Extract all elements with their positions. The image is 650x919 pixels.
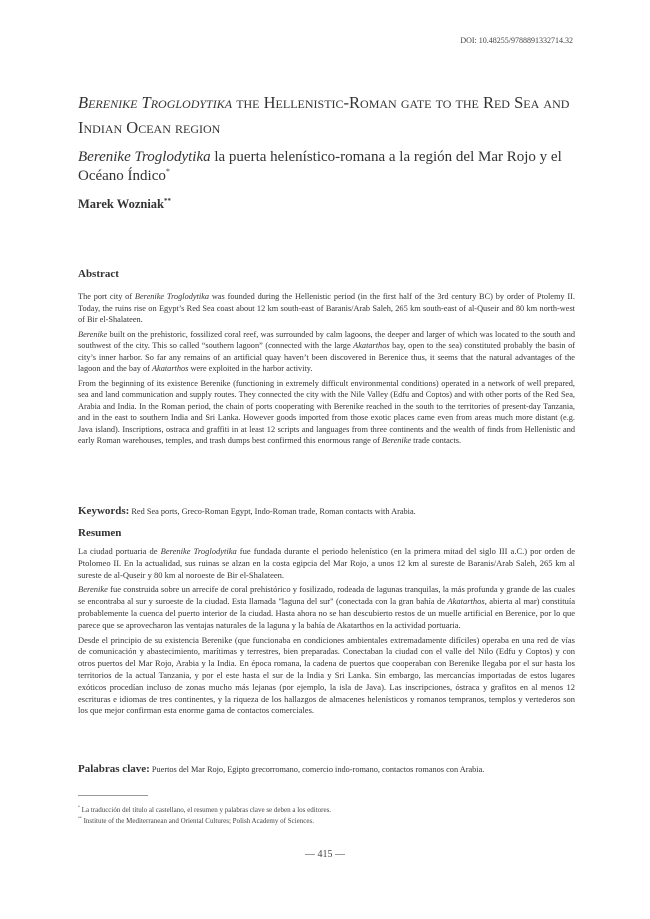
abstract-paragraph-1 [78,291,575,326]
text-run: built on the prehistoric, fossilized coral reef, was surrounded by calm lagoons, the deeper and larger of which was located to the south and southwest of the city. This so called “southern lagoon” (connected with the large [78,329,575,350]
resumen-paragraph-2 [78,584,575,631]
text-run: bay, open to the sea) constituted probably the basin of city’s inner harbor. So far any remains of an artificial quay haven’t been discovered in Berenice thus, it seems that the natural advantages of the lagoon and the bay of [78,341,575,373]
keywords [78,505,575,517]
palabras-clave [78,763,575,775]
text-run: fue fundada durante el periodo helenístico (en la primera mitad del siglo III a.C.) por orden de Ptolomeo II. En la actualidad, sus ruinas se alzan en la costa egipcia del Mar Rojo, a unos 12 km al sureste de Baranis/Arab Saleh, 265 km al sureste de al-Quseir y 80 km al noroeste de Bir el-Shalateen. [78,546,575,580]
footnote-2 [78,817,314,825]
footnote-1-mark: * [78,805,80,810]
keywords-label: Keywords: [78,505,130,517]
text-run: fue construida sobre un arrecife de coral prehistórico y fosilizado, rodeada de lagunas tranquilas, la más profunda y grande de las cuales se encontraba al sur y suroeste de la ciudad. Esta llamada "laguna del sur" (conectada con la gran bahía de [78,584,575,607]
italic-run: Berenike Troglodytika [134,292,210,301]
title-en-italic: Berenike Troglodytika [78,93,233,112]
abstract-paragraph-2 [78,329,575,375]
italic-run: Berenike [78,329,108,339]
resumen-body [78,546,575,720]
keywords-text: Red Sea ports, Greco-Roman Egypt, Indo-Roman trade, Roman contacts with Arabia. [129,507,416,516]
italic-run: Berenike [78,584,108,595]
text-run: The port city of [78,292,135,301]
footnote-1-text: La traducción del título al castellano, el resumen y palabras clave se deben a los editores. [81,806,332,814]
text-run: were exploited in the harbor activity. [188,364,313,373]
abstract-heading: Abstract [78,268,119,280]
title-es-footnote-mark: * [165,167,171,176]
author [78,197,171,212]
doi: DOI: 10.48255/9788891332714.32 [460,36,573,45]
author-name: Marek Wozniak [78,197,165,211]
title-en-rest: the Hellenistic-Roman gate to the Red Sea and Indian Ocean region [78,93,570,137]
italic-run: Akatarthos [151,364,189,373]
palabras-clave-label: Palabras clave: [78,763,150,775]
text-run: was founded during the Hellenistic period (in the first half of the 3rd century BC) by order of Ptolemy II. Today, the ruins rise on Egypt’s Red Sea coast about 12 km south-east of Baranis/Arab Saleh, 265 km south-east of al-Quseir and 80 km north-west of Bir el-Shalateen. [78,292,575,324]
author-footnote-mark: ** [164,197,171,205]
text-run: From the beginning of its existence Berenike (functioning in extremely difficult environmental conditions) operated in a network of well prepared, sea and land communication and supply routes. They connected the city with the Nile Valley (Edfu and Coptos) and with other ports of the Red Sea, Arabia and India. In the Roman period, the chain of ports cooperating with Berenike reached in the south to the territories of present-day Tanzania, and in the east to southern India and Sri Lanka. However goods imported from those exotic places came even from areas much more distant (e.g. Java island). Inscriptions, ostraca and graffiti in at least 12 scripts and languages from three continents and the wealth of finds from Hellenistic and early Roman warehouses, temples, and trash dumps best confirmed this enormous range of [78,378,575,445]
footnote-1 [78,806,331,814]
italic-run: Berenike Troglodytika [160,546,237,556]
abstract-paragraph-3 [78,378,575,447]
palabras-clave-text: Puertos del Mar Rojo, Egipto grecorromano, comercio indo-romano, contactos romanos con Arabia. [149,765,485,774]
footnote-divider [78,795,148,796]
footnote-2-text: Institute of the Mediterranean and Oriental Cultures; Polish Academy of Sciences. [83,817,314,825]
resumen-heading: Resumen [78,527,122,539]
italic-run: Akatarthos [447,596,485,607]
title-es-rest: la puerta helenístico-romana a la región del Mar Rojo y el Océano Índico [78,149,562,184]
text-run: La ciudad portuaria de [78,546,161,556]
footnote-2-mark: ** [78,816,82,821]
title-english [78,90,578,140]
title-spanish [78,148,578,186]
abstract-body [78,291,575,450]
title-es-italic: Berenike Troglodytika [78,149,211,165]
resumen-paragraph-3: Desde el principio de su existencia Berenike (que funcionaba en condiciones ambientales extremadamente difíciles) operaba en una red de vías de comunicación y abastecimiento, marítimas y terrestres, bien preparadas. Conectaban la ciudad con el valle del Nilo (Edfu y Coptos) y con otros puertos del Mar Rojo, Arabia y la India. En época romana, la cadena de puertos que cooperaban con Berenike llegaba por el sur hasta los territorios de la actual Tanzania, y por el este hasta el sur de la India y Sri Lanka. Sin embargo, las mercancías importadas de estos lugares exóticos procedían incluso de zonas mucho más lejanas (por ejemplo, la isla de Java). Las inscripciones, óstraca y grafitos en al menos 12 escrituras e idiomas de tres continentes, y la riqueza de los hallazgos de almacenes helenísticos y romanos tempranos, templos y vertederos son los que mejor confirman esta enorme gama de contactos comerciales. [78,634,575,716]
page-number: — 415 — [305,849,345,860]
text-run: , abierta al mar) constituía probablemente la cuenca del puerto interior de la ciudad. Hasta ahora no se han descubierto restos de un muelle artificial en Berenice, por lo que parece que se aprovecharon las ventajas naturales de la laguna y la bahía de Akatarthos en la actividad portuaria. [78,596,575,630]
italic-run: Berenike [381,436,412,445]
text-run: trade contacts. [411,436,462,445]
italic-run: Akatarthos [353,341,390,350]
resumen-paragraph-1 [78,546,575,581]
